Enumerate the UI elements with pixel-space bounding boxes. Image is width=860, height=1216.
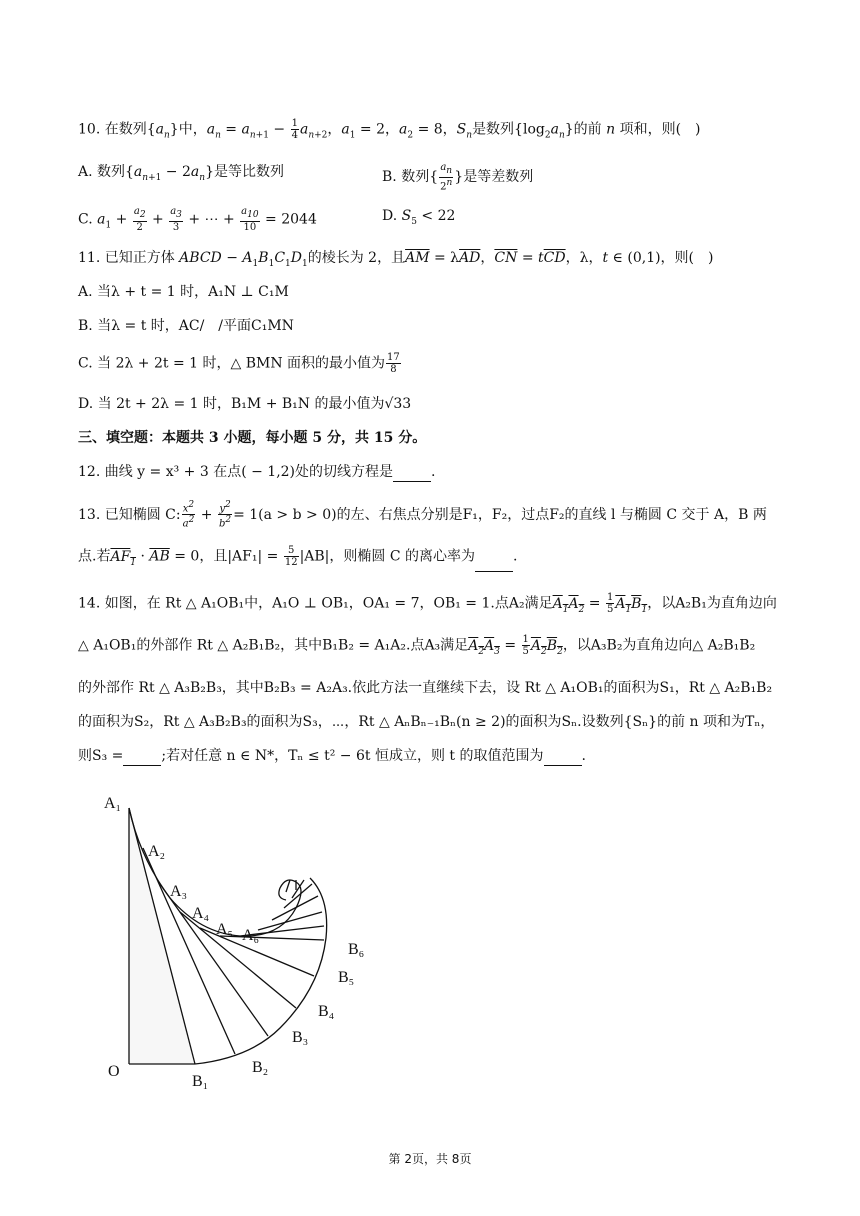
q14-line5: 则S₃ = ;若对任意 n ∈ N*，Tₙ ≤ t² − 6t 恒成立，则 t 的取值范围为 . xyxy=(78,748,586,764)
spiral-figure xyxy=(100,788,390,1100)
answer-blank xyxy=(475,557,513,572)
label-b2: B₂ xyxy=(252,1059,269,1076)
q10-option-c: C. $a_1$ + $\frac{a_2}{2}$ + $\frac{a_3}{3}$ + ⋯ + $\frac{a_{10}}{10}$ = 2044 xyxy=(78,206,317,233)
q10-option-a: A. 数列$\{a_{n+1} - 2a_n\}$是等比数列 xyxy=(78,164,284,183)
q11-option-d: D. 当 2t + 2λ = 1 时，B₁M + B₁N 的最小值为√33 xyxy=(78,396,412,412)
q13-line2: 点.若$AF_1 \cdot \overline{AB} = 0$，且|AF₁| = $\frac{5}{12}$ |AB|，则椭圆 C 的离心率为 . xyxy=(78,545,517,572)
label-a4: A₄ xyxy=(192,905,210,922)
answer-blank xyxy=(544,751,582,766)
answer-blank xyxy=(123,751,161,766)
q11-option-b: B. 当λ = t 时，AC/ /平面C₁MN xyxy=(78,318,294,334)
q11-stem: 11. 已知正方体 ABCD − $A_1B_1C_1D_1$的棱长为 2，且$\overline{AM} = \lambda\overline{AD}$，$\overline{CN} = t\overline{CD}$，λ，t ∈ (0,1)，则( ) xyxy=(78,250,714,269)
label-a2: A₂ xyxy=(148,843,166,860)
q10-stem: 10. 在数列$\{a_n\}$中，$a_n = a_{n+1}$ − $\frac{1}{4}$ $a_{n+2}$，$a_1 = 2$，$a_2 = 8$，$S_n$是数列$\{\log_2a_n\}$的前 n 项和，则( ) xyxy=(78,118,701,141)
q14-line2: △ A₁OB₁的外部作 Rt △ A₂B₁B₂，其中B₁B₂ = A₁A₂.点A₃满足$A_2A_3$ = $\frac{1}{5}$ $A_2B_2$，以A₃B₂为直角边向△ A₂B₁B₂ xyxy=(78,634,756,657)
q11-option-a: A. 当λ + t = 1 时，A₁N ⊥ C₁M xyxy=(78,284,289,300)
q11-option-c: C. 当 2λ + 2t = 1 时，△ BMN 面积的最小值为 $\frac{17}{8}$ xyxy=(78,352,400,375)
fraction: $\frac{1}{4}$ xyxy=(291,118,298,141)
q12-stem: 12. 曲线 y = x³ + 3 在点( − 1,2)处的切线方程是 . xyxy=(78,464,436,480)
answer-blank xyxy=(393,467,431,482)
q10-option-b: B. 数列{ $\frac{a_n}{2^n}$ }是等差数列 xyxy=(382,162,534,193)
q10-option-d: D. $S_5 < 22$ xyxy=(382,208,456,227)
label-o: O xyxy=(108,1063,120,1080)
q13-stem: 13. 已知椭圆 C: $\frac{x^2}{a^2}$ + $\frac{y^2}{b^2}$ = 1(a > b > 0)的左、右焦点分别是F₁，F₂，过点F₂的直线 l 与椭圆 C 交于 A，B 两 xyxy=(78,500,767,530)
q14-line1: 14. 如图，在 Rt △ A₁OB₁中，A₁O ⊥ OB₁，OA₁ = 7，OB₁ = 1.点A₂满足$A_1A_2$ = $\frac{1}{5}$ $A_1B_1$，以A₂B₁为直角边向 xyxy=(78,592,777,615)
label-a3: A₃ xyxy=(170,883,188,900)
label-b4: B₄ xyxy=(318,1003,335,1020)
label-a6: A₆ xyxy=(242,927,260,944)
section-3-heading: 三、填空题：本题共 3 小题，每小题 5 分，共 15 分。 xyxy=(78,430,427,446)
label-b1: B₁ xyxy=(192,1073,209,1090)
label-b5: B₅ xyxy=(338,969,355,986)
label-a1: A₁ xyxy=(104,795,122,812)
label-b6: B₆ xyxy=(348,941,365,958)
q14-line4: 的面积为S₂，Rt △ A₃B₂B₃的面积为S₃，⋯，Rt △ AₙBₙ₋₁Bₙ(n ≥ 2)的面积为Sₙ.设数列{Sₙ}的前 n 项和为Tₙ， xyxy=(78,714,775,730)
label-b3: B₃ xyxy=(292,1029,309,1046)
page-footer: 第 2页，共 8页 xyxy=(388,1152,472,1166)
label-a5: A₅ xyxy=(216,921,234,938)
q14-line3: 的外部作 Rt △ A₃B₂B₃，其中B₂B₃ = A₂A₃.依此方法一直继续下去，设 Rt △ A₁OB₁的面积为S₁，Rt △ A₂B₁B₂ xyxy=(78,680,773,696)
